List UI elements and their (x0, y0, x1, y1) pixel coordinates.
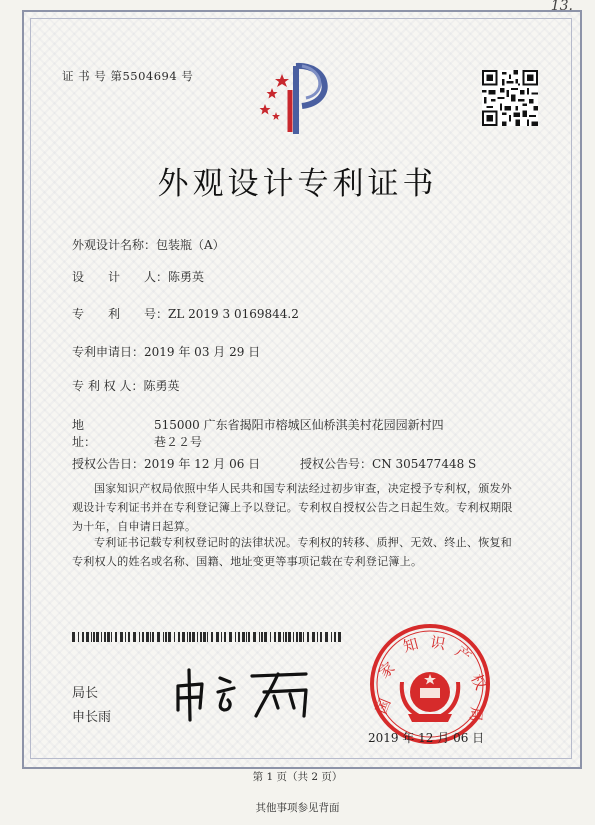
grant-date-value: 2019 年 12 月 06 日 (144, 457, 261, 471)
svg-text:产: 产 (451, 642, 475, 666)
patent-number-row (72, 305, 299, 322)
designer-row (72, 268, 204, 285)
seal-date: 2019 年 12 月 06 日 (368, 731, 485, 745)
director-name: 申长雨 (72, 710, 112, 725)
svg-text:知: 知 (401, 634, 421, 656)
application-date-row (72, 343, 260, 360)
address-row (72, 417, 452, 451)
patent-number-label: 专 利 号： (72, 307, 169, 321)
patent-number-value: ZL 2019 3 0169844.2 (168, 307, 299, 321)
grant-number-label: 授权公告号： (300, 457, 373, 471)
patent-owner-value: 陈勇英 (143, 379, 180, 393)
design-name-label: 外观设计名称： (72, 238, 157, 252)
address-label: 地 址： (72, 418, 133, 449)
patent-owner-row (72, 377, 179, 394)
director-title: 局长 (72, 686, 99, 701)
grant-date-row (72, 455, 260, 472)
certificate-number: 证 书 号 第5504694 号 (62, 69, 194, 83)
legal-status-paragraph: 专利证书记载专利权登记时的法律状况。专利权的转移、质押、无效、终止、恢复和专利权人的姓名或名称、国籍、地址变更等事项记载在专利登记簿上。 (72, 536, 513, 568)
design-name-value: 包装瓶（A） (156, 238, 225, 252)
certificate-title: 外观设计专利证书 (157, 166, 438, 202)
grant-date-label: 授权公告日： (72, 457, 145, 471)
svg-text:局: 局 (466, 706, 486, 723)
grant-number-row (300, 455, 476, 472)
barcode-strip-icon (72, 632, 342, 642)
svg-text:识: 识 (428, 632, 447, 654)
designer-value: 陈勇英 (168, 270, 205, 284)
svg-text:权: 权 (467, 671, 490, 693)
application-date-value: 2019 年 03 月 29 日 (144, 345, 261, 359)
qr-code-icon (482, 68, 538, 128)
page-number: 第 1 页（共 2 页） (252, 771, 343, 783)
official-seal-icon (368, 622, 492, 746)
address-value: 515000 广东省揭阳市榕城区仙桥淇美村花园园新村四巷２２号 (154, 418, 444, 449)
footer-note: 其他事项参见背面 (255, 802, 340, 814)
application-date-label: 专利申请日： (72, 345, 145, 359)
handwritten-page-mark: 13. (550, 0, 573, 14)
patent-owner-label: 专 利 权 人： (72, 379, 144, 393)
svg-text:国: 国 (372, 695, 395, 717)
designer-label: 设 计 人： (72, 270, 169, 284)
cnipa-logo-icon (252, 60, 344, 140)
design-name-row (72, 236, 225, 253)
grant-number-value: CN 305477448 S (372, 457, 477, 471)
grant-statement-paragraph: 国家知识产权局依照中华人民共和国专利法经过初步审查，决定授予专利权，颁发外观设计专利证书并在专利登记簿上予以登记。专利权自授权公告之日起生效。专利权期限为十年，自申请日起算。 (72, 482, 513, 533)
svg-text:家: 家 (375, 658, 399, 682)
director-signature-icon (168, 664, 328, 724)
